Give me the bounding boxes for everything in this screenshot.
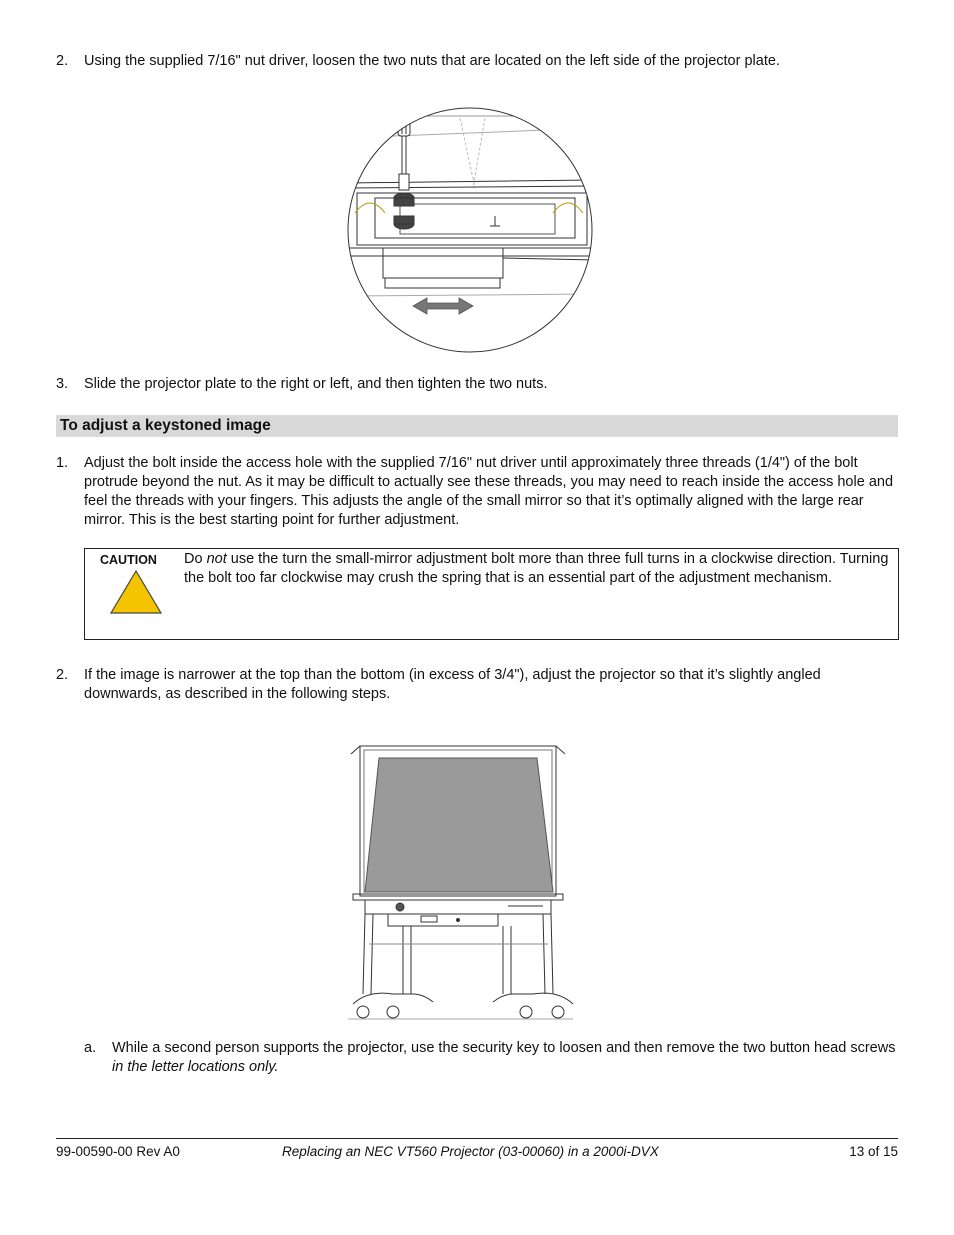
caution-text-start: Do bbox=[184, 551, 207, 567]
step-number: 2. bbox=[56, 667, 69, 683]
keystoned-image bbox=[365, 758, 553, 892]
caution-box bbox=[84, 548, 899, 640]
footer-divider bbox=[56, 1138, 898, 1139]
keystoned-board-figure bbox=[343, 744, 578, 1024]
double-arrow-icon bbox=[413, 298, 473, 314]
keystone-step-2-text: If the image is narrower at the top than the bottom (in excess of 3/4"), adjust the projector so that it’s slightly angled downwards, as described in the following steps. bbox=[84, 667, 821, 702]
step-number: 3. bbox=[56, 376, 69, 392]
warning-triangle-icon bbox=[109, 569, 163, 615]
step-2-text: Using the supplied 7/16" nut driver, loosen the two nuts that are located on the left side of the projector plate. bbox=[84, 53, 780, 69]
step-letter: a. bbox=[84, 1040, 97, 1056]
step-a-text bbox=[112, 1039, 898, 1077]
section-title: To adjust a keystoned image bbox=[60, 417, 271, 434]
caution-text-emphasis: not bbox=[206, 551, 227, 567]
footer-page-number: 13 of 15 bbox=[849, 1144, 898, 1159]
nut-driver-figure bbox=[345, 98, 595, 358]
keystone-step-1-text: Adjust the bolt inside the access hole with the supplied 7/16" nut driver until approximately three threads (1/4") of the bolt protrude beyond the nut. As it may be difficult to actually see these threads, you may need to reach inside the access hole and feel the threads with your fingers. This adjusts the angle of the small mirror so that it’s optimally aligned with the large rear mirror. This is the best starting point for further adjustment. bbox=[84, 455, 894, 528]
step-number: 2. bbox=[56, 53, 69, 69]
step-a-text-emphasis: in the letter locations only. bbox=[112, 1059, 279, 1075]
step-3-text: Slide the projector plate to the right or left, and then tighten the two nuts. bbox=[84, 376, 548, 392]
section-heading-bar bbox=[56, 415, 898, 437]
caution-text-rest: use the turn the small-mirror adjustment bolt more than three full turns in a clockwise direction. Turning the bolt too far clockwise may crush the spring that is an essential part of the adjustment mechanism. bbox=[184, 551, 889, 586]
caution-text bbox=[184, 550, 890, 588]
footer-doc-number: 99-00590-00 Rev A0 bbox=[56, 1144, 180, 1159]
footer-doc-title: Replacing an NEC VT560 Projector (03-00060) in a 2000i-DVX bbox=[282, 1144, 659, 1159]
step-a-text-start: While a second person supports the projector, use the security key to loosen and then remove the two button head screws bbox=[112, 1040, 896, 1056]
caution-label: CAUTION bbox=[100, 553, 157, 567]
step-number: 1. bbox=[56, 455, 69, 471]
